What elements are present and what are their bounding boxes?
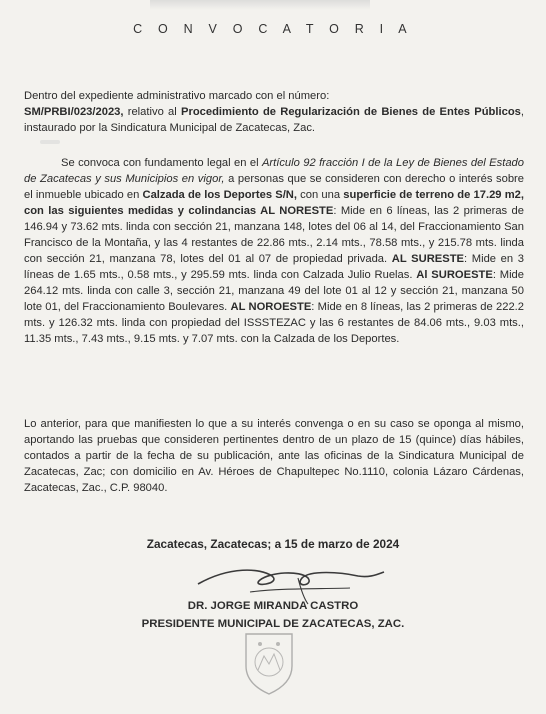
property-surface: superficie de terreno de 17.29 m2, con las siguientes medidas y colindancias AL NORESTE <box>24 189 524 217</box>
signer-name: DR. JORGE MIRANDA CASTRO <box>187 600 359 612</box>
document-title: C O N V O C A T O R I A <box>133 22 413 36</box>
boundary-noroeste: AL NOROESTE <box>230 301 312 313</box>
p2-text-7: : Mide en 8 líneas, las 2 primeras de 222.2 mts. y 126.32 mts. linda con propiedad del ISSSTEZAC y las 6 restantes de 84.06 mts., 9.03 mts., 11.35 mts., 7.43 mts., 9.15 mts. y 7.07 mts. con la Calzada de los Deportes. <box>24 301 524 345</box>
scan-mark <box>40 140 60 144</box>
place-and-date: Zacatecas, Zacatecas; a 15 de marzo de 2024 <box>146 537 400 551</box>
header-fragment <box>150 0 370 10</box>
expediente-relativo: relativo al <box>123 106 181 118</box>
municipal-seal-icon <box>238 626 300 696</box>
boundary-suroeste: Al SUROESTE <box>416 269 493 281</box>
procedimiento-name: Procedimiento de Regularización de Bienes de Entes Públicos <box>181 106 521 118</box>
p2-text-3: con una <box>297 189 344 201</box>
paragraph-convocatoria <box>24 155 524 347</box>
p2-text-2: a personas que se consideren con derecho o interés sobre el inmueble ubicado en <box>24 173 524 201</box>
expediente-intro: Dentro del expediente administrativo marcado con el número: <box>24 90 330 102</box>
paragraph-expediente <box>24 88 524 136</box>
p2-text-1: Se convoca con fundamento legal en el <box>61 157 262 169</box>
p2-text-6: : Mide 264.12 mts. linda con calle 3, sección 21, manzana 49 del lote 01 al 12 y sección 21, manzana 50 lote 01, del Fraccionamiento Boulevares. <box>24 269 524 313</box>
expediente-number: SM/PRBI/023/2023, <box>24 106 124 118</box>
paragraph-plazo: Lo anterior, para que manifiesten lo que a su interés convenga o en su caso se oponga al mismo, aportando las pruebas que consideren pertinentes dentro de un plazo de 15 (quince) días hábiles, contados a partir de la fecha de su publicación, ante las oficinas de la Sindicatura Municipal de Zacatecas, Zac; con domicilio en Av. Héroes de Chapultepec No.1110, colonia Lázaro Cárdenas, Zacatecas, Zac., C.P. 98040. <box>24 418 524 494</box>
boundary-sureste: AL SURESTE <box>391 253 464 265</box>
property-location: Calzada de los Deportes S/N, <box>142 189 297 201</box>
expediente-instaurado: , instaurado por la Sindicatura Municipal de Zacatecas, Zac. <box>24 106 524 134</box>
p2-text-4: : Mide en 6 líneas, las 2 primeras de 146.94 y 73.62 mts. linda con sección 21, manzana 148, lotes del 06 al 14, del Fraccionamiento San Francisco de la Montaña, y las 4 restantes de 22.86 mts., 2.14 mts., 78.58 mts., y 215.78 mts. linda con sección 21, manzana 78, lotes del 01 al 07 de propiedad privada. <box>24 205 524 265</box>
signer-role: PRESIDENTE MUNICIPAL DE ZACATECAS, ZAC. <box>141 618 405 630</box>
p2-text-5: : Mide en 3 líneas de 1.65 mts., 0.58 mts., y 295.59 mts. linda con Calzada Julio Ruelas. <box>24 253 524 281</box>
legal-reference: Artículo 92 fracción I de la Ley de Bienes del Estado de Zacatecas y sus Municipios en vigor, <box>24 157 524 185</box>
